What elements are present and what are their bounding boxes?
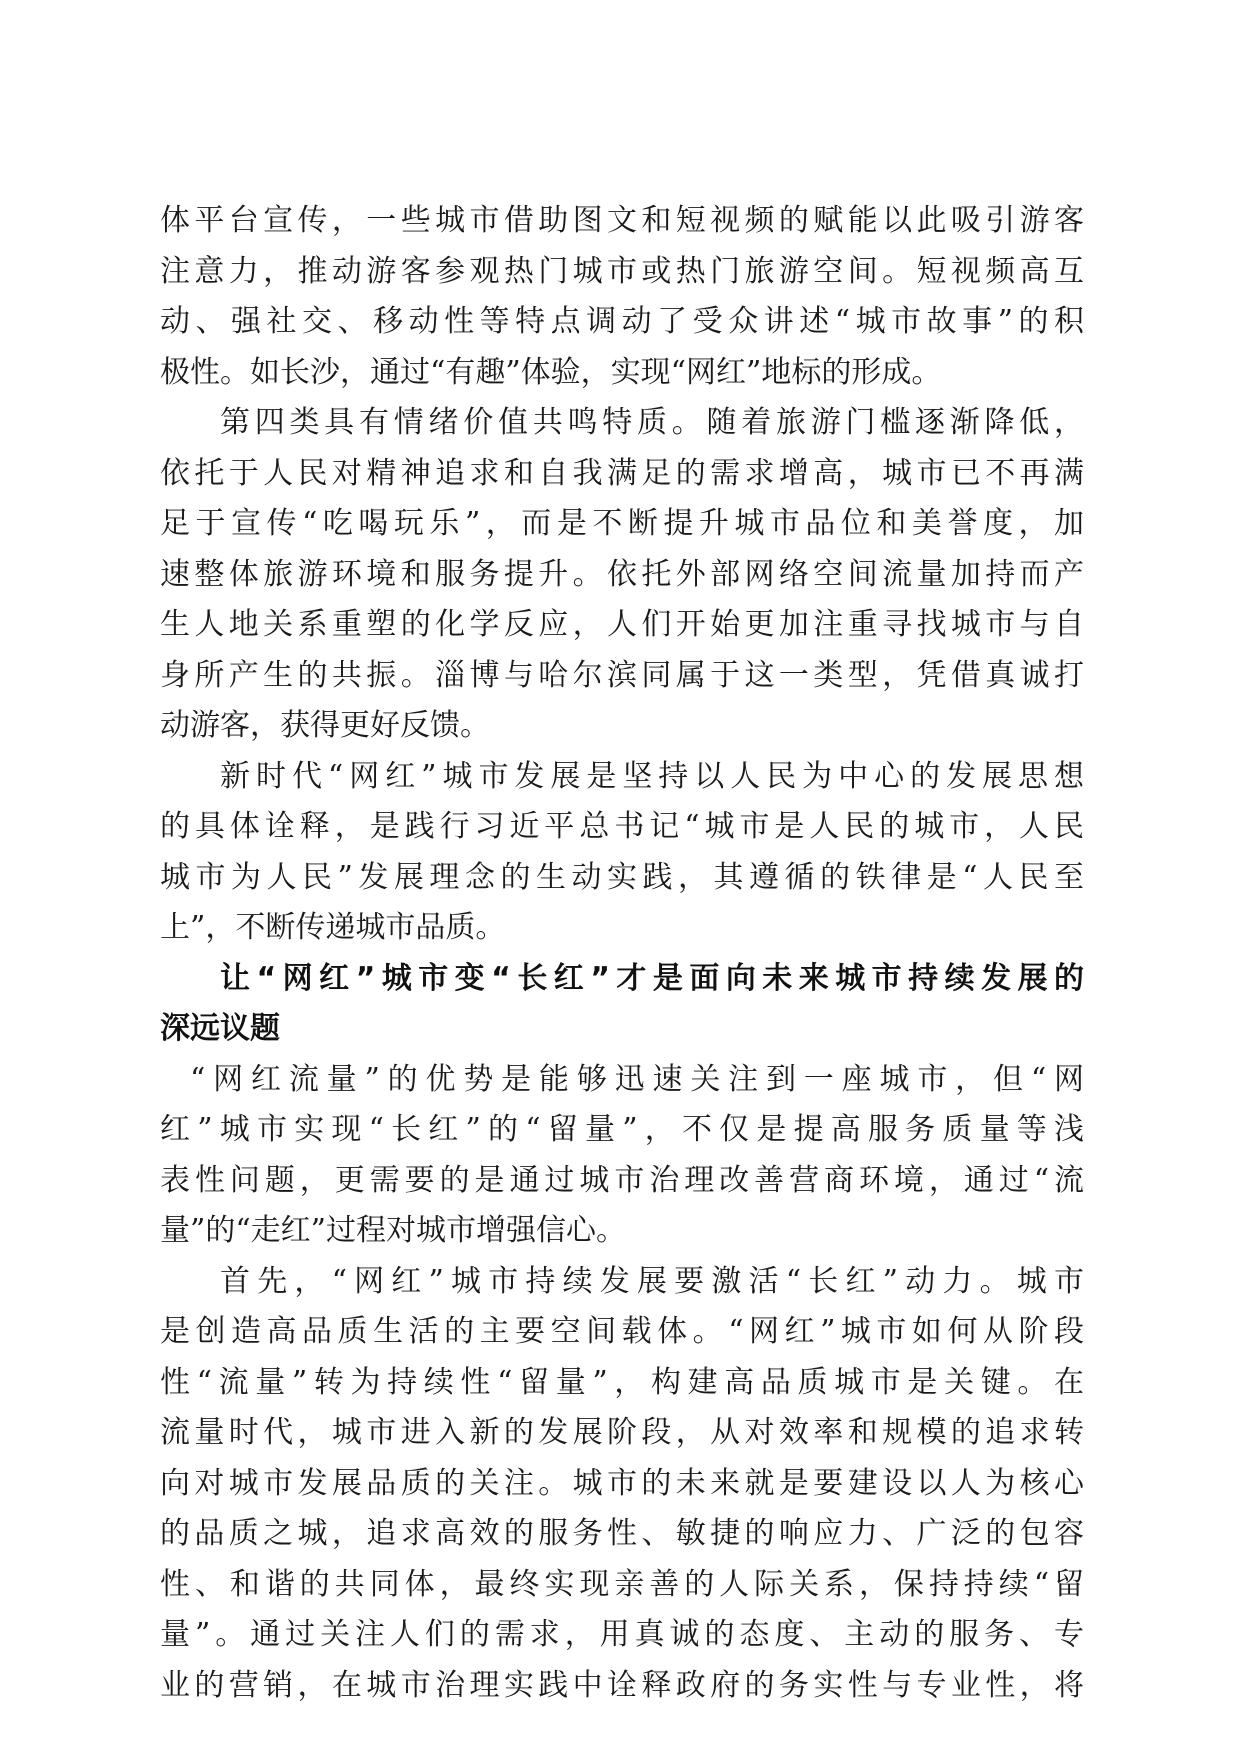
paragraph-line: 量”的“走红”过程对城市增强信心。	[160, 1213, 627, 1248]
section-heading-line: 让“网红”城市变“长红”才是面向未来城市持续发展的	[220, 960, 1084, 996]
paragraph-5	[160, 1257, 1084, 1712]
paragraph-line: 红”城市实现“长红”的“留量”，不仅是提高服务质量等浅	[160, 1112, 1084, 1147]
paragraph-line: 是创造高品质生活的主要空间载体。“网红”城市如何从阶段	[160, 1314, 1084, 1349]
paragraph-line: 的具体诠释，是践行习近平总书记“城市是人民的城市，人民	[160, 809, 1084, 844]
paragraph-line: 性、和谐的共同体，最终实现亲善的人际关系，保持持续“留	[160, 1566, 1084, 1602]
paragraph-4	[160, 1055, 1084, 1257]
paragraph-line: 首先，“网红”城市持续发展要激活“长红”动力。城市	[220, 1263, 1084, 1299]
document-page	[160, 196, 1084, 1711]
paragraph-line: 体平台宣传，一些城市借助图文和短视频的赋能以此吸引游客	[160, 203, 1084, 238]
paragraph-line: 极性。如长沙，通过“有趣”体验，实现“网红”地标的形成。	[160, 354, 942, 390]
paragraph-3	[160, 752, 1084, 954]
paragraph-line: 表性问题，更需要的是通过城市治理改善营商环境，通过“流	[160, 1162, 1084, 1198]
paragraph-line: 动游客，获得更好反馈。	[160, 708, 490, 743]
paragraph-line: 向对城市发展品质的关注。城市的未来就是要建设以人为核心	[160, 1465, 1084, 1501]
paragraph-line: 足于宣传“吃喝玩乐”，而是不断提升城市品位和美誉度，加	[160, 506, 1084, 541]
section-heading	[160, 954, 1084, 1055]
paragraph-line: 速整体旅游环境和服务提升。依托外部网络空间流量加持而产	[160, 556, 1084, 592]
paragraph-2	[160, 398, 1084, 752]
paragraph-line: 依托于人民对精神追求和自我满足的需求增高，城市已不再满	[160, 455, 1084, 491]
paragraph-line: 注意力，推动游客参观热门城市或热门旅游空间。短视频高互	[160, 253, 1084, 289]
paragraph-line: 第四类具有情绪价值共鸣特质。随着旅游门槛逐渐降低，	[220, 405, 1084, 440]
paragraph-line: 的品质之城，追求高效的服务性、敏捷的响应力、广泛的包容	[160, 1516, 1084, 1551]
paragraph-1	[160, 196, 1084, 398]
paragraph-line: 业的营销，在城市治理实践中诠释政府的务实性与专业性，将	[160, 1667, 1084, 1703]
paragraph-line: “网红流量”的优势是能够迅速关注到一座城市，但“网	[190, 1061, 1084, 1097]
paragraph-line: 身所产生的共振。淄博与哈尔滨同属于这一类型，凭借真诚打	[160, 657, 1084, 693]
section-heading-line: 深远议题	[160, 1011, 280, 1046]
paragraph-line: 流量时代，城市进入新的发展阶段，从对效率和规模的追求转	[160, 1415, 1084, 1450]
paragraph-line: 生人地关系重塑的化学反应，人们开始更加注重寻找城市与自	[160, 607, 1084, 642]
paragraph-line: 动、强社交、移动性等特点调动了受众讲述“城市故事”的积	[160, 304, 1084, 339]
paragraph-line: 新时代“网红”城市发展是坚持以人民为中心的发展思想	[220, 758, 1084, 794]
paragraph-line: 性“流量”转为持续性“留量”，构建高品质城市是关键。在	[160, 1364, 1084, 1400]
paragraph-line: 城市为人民”发展理念的生动实践，其遵循的铁律是“人民至	[160, 859, 1084, 895]
paragraph-line: 上”，不断传递城市品质。	[160, 910, 506, 945]
paragraph-line: 量”。通过关注人们的需求，用真诚的态度、主动的服务、专	[160, 1617, 1084, 1652]
